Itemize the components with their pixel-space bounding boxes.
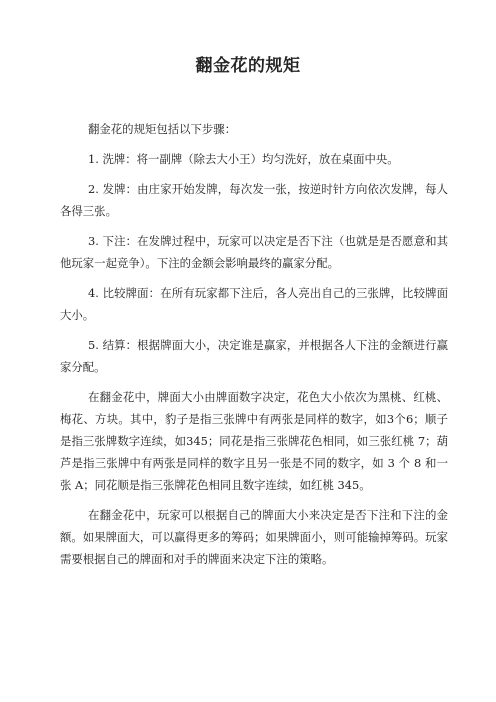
strategy-paragraph: 在翻金花中，玩家可以根据自己的牌面大小来决定是否下注和下注的金额。如果牌面大，可以赢得更多的筹码；如果牌面小，则可能输掉筹码。玩家需要根据自己的牌面和对手的牌面来决定下注的策略。 — [60, 508, 448, 566]
page-title: 翻金花的规矩 — [195, 56, 301, 76]
step-4: 4. 比较牌面：在所有玩家都下注后，各人亮出自己的三张牌，比较牌面大小。 — [60, 286, 448, 322]
rules-paragraph: 在翻金花中，牌面大小由牌面数字决定，花色大小依次为黑桃、红桃、梅花、方块。其中，豹子是指三张牌中有两张是同样的数字，如3个6；顺子是指三张牌数字连续，如345；同花是指三张牌花色相同，如三张红桃 7；葫芦是指三张牌中有两张是同样的数字且另一张是不同的数字，如 3 个 8 和一张 A；同花顺是指三张牌花色相同且数字连续，如红桃 345。 — [60, 390, 448, 492]
step-2: 2. 发牌：由庄家开始发牌，每次发一张，按逆时针方向依次发牌，每人各得三张。 — [60, 182, 448, 218]
document-body — [60, 118, 448, 578]
step-3: 3. 下注：在发牌过程中，玩家可以决定是否下注（也就是是否愿意和其他玩家一起竞争）。下注的金额会影响最终的赢家分配。 — [60, 234, 448, 270]
step-1: 1. 洗牌：将一副牌（除去大小王）均匀洗好，放在桌面中央。 — [88, 152, 399, 166]
step-5: 5. 结算：根据牌面大小，决定谁是赢家，并根据各人下注的金额进行赢家分配。 — [60, 338, 448, 374]
intro-paragraph: 翻金花的规矩包括以下步骤： — [88, 122, 237, 136]
